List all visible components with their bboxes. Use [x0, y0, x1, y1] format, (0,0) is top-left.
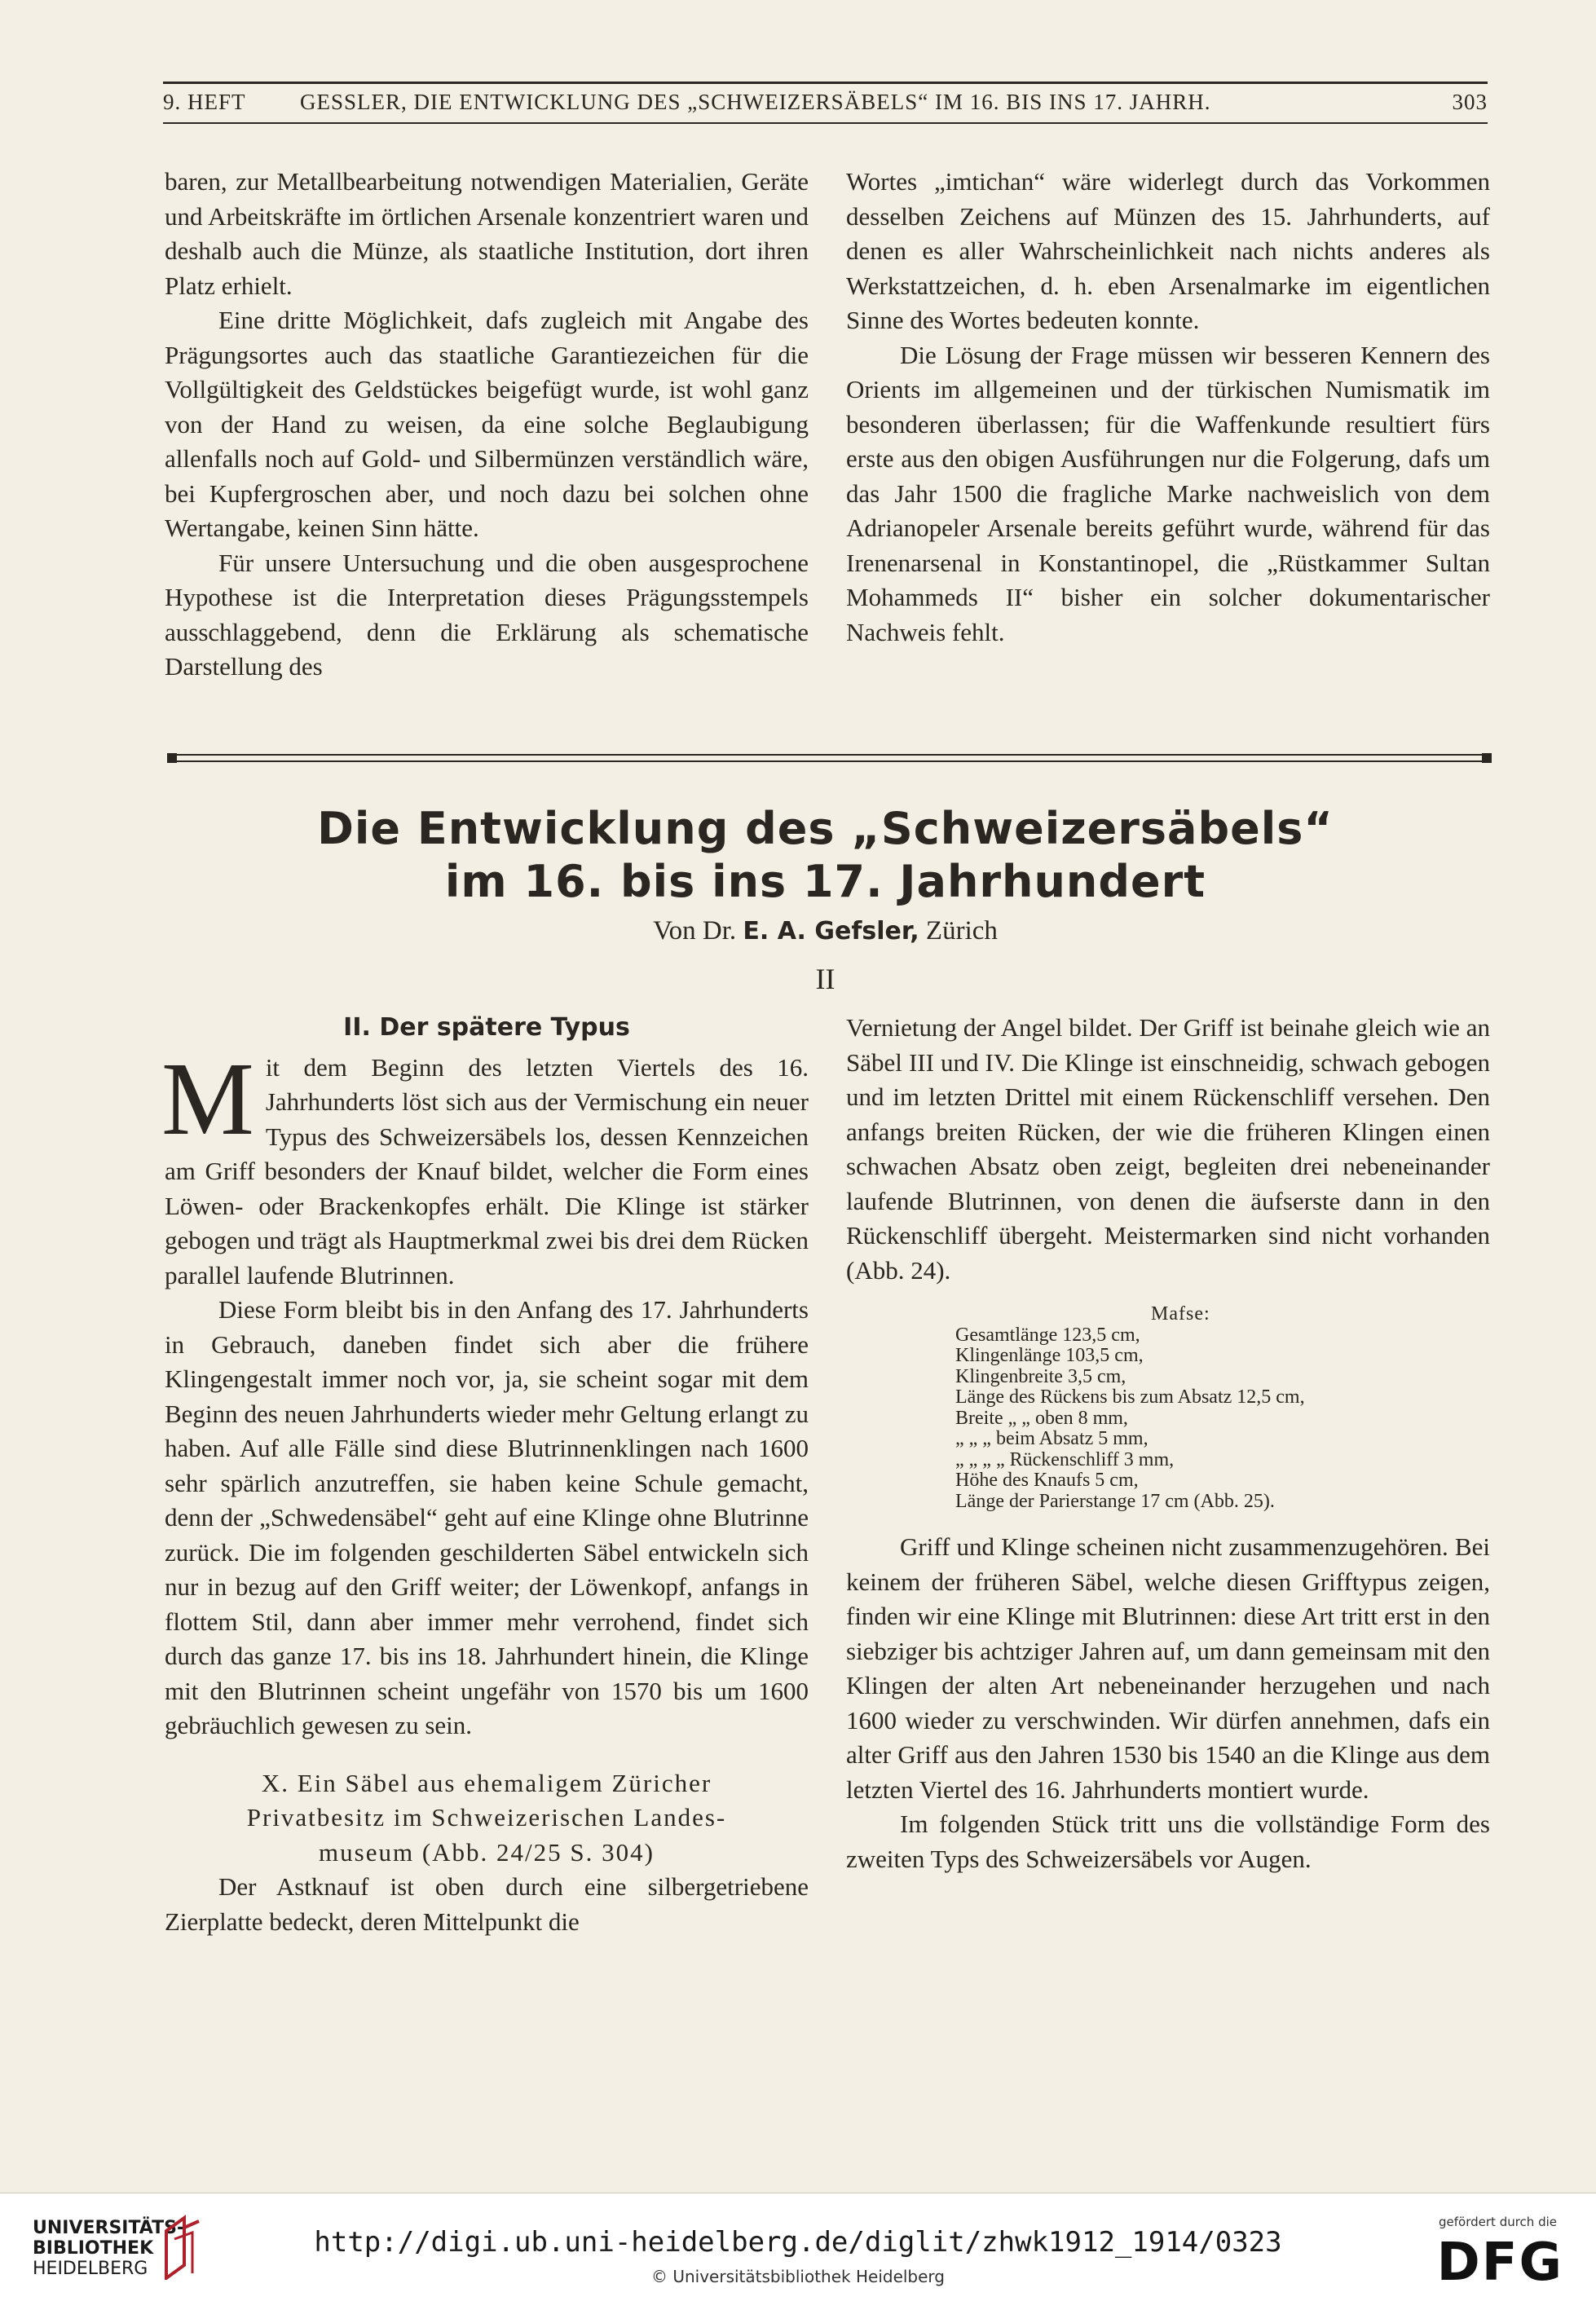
funding-note: gefördert durch die	[1439, 2215, 1557, 2229]
measurements-heading: Mafse:	[1151, 1303, 1210, 1325]
author-name: E. A. Gefsler,	[743, 917, 919, 946]
measurements-table	[846, 1304, 1490, 1512]
running-head-rule	[163, 122, 1488, 124]
issue-label: 9. HEFT	[163, 90, 246, 114]
part-number: II	[815, 963, 835, 995]
byline	[163, 916, 1488, 946]
article-title-line2: im 16. bis ins 17. Jahrhundert	[444, 856, 1206, 907]
measurement-row: Höhe des Knaufs 5 cm,	[955, 1470, 1139, 1491]
copyright-notice: © Universitätsbibliothek Heidelberg	[650, 2267, 945, 2286]
running-head	[163, 82, 1488, 130]
running-head-rule	[163, 82, 1488, 84]
paragraph: Wortes „imtichan“ wäre widerlegt durch das Vorkommen desselben Zeichens auf Münzen des 15. Jahrhunderts, auf denen es aller Wahrscheinlichkeit nach nichts anderes als Werkstattzeichen, d. h. eben Arsenalmarke im eigentlichen Sinne des Wortes bedeuten konnte.	[846, 167, 1490, 334]
running-title: GESSLER, DIE ENTWICKLUNG DES „SCHWEIZERSÄBELS“ IM 16. BIS INS 17. JAHRH.	[300, 90, 1211, 114]
top-left-column	[165, 165, 809, 685]
dfg-logo[interactable]: DFG	[1436, 2233, 1563, 2293]
byline-prefix: Von Dr.	[653, 916, 737, 946]
section-separator	[167, 752, 1492, 766]
paragraph: Für unsere Untersuchung und die oben ausgesprochene Hypothese ist die Interpretation dieses Prägungsstempels ausschlaggebend, denn die Erklärung als schematische Darstellung des	[165, 548, 809, 681]
measurement-row: Gesamtlänge 123,5 cm,	[955, 1324, 1140, 1346]
paragraph: Griff und Klinge scheinen nicht zusammenzugehören. Bei keinem der früheren Säbel, welche diesen Grifftypus zeigen, finden wir eine Klinge mit Blutrinnen: diese Art tritt erst in den siebziger bis achtziger Jahren auf, um dann gemeinsam mit den Klingen der alten Art nebeneinander herzugehen und nach 1600 wieder zu verschwinden. Wir dürfen annehmen, dafs ein alter Griff aus den Jahren 1530 bis 1540 an die Klinge aus dem letzten Viertel des 16. Jahrhunderts montiert wurde.	[846, 1532, 1490, 1804]
paragraph: Eine dritte Möglichkeit, dafs zugleich mit Angabe des Prägungsortes auch das staatliche Garantiezeichen für die Vollgültigkeit des Geldstückes beigefügt wurde, ist wohl ganz von der Hand zu weisen, da eine solche Beglaubigung allenfalls noch auf Gold- und Silbermünzen verständlich wäre, bei Kupfergroschen aber, und noch dazu bei solchen ohne Wertangabe, keinen Sinn hätte.	[165, 306, 809, 542]
section-heading: II. Der spätere Typus	[343, 1013, 630, 1042]
measurement-row: Länge des Rückens bis zum Absatz 12,5 cm,	[955, 1386, 1305, 1408]
item-caption: X. Ein Säbel aus ehemaligem Züricher Privatbesitz im Schweizerischen Landes- museum (Abb. 24/25 S. 304)	[246, 1768, 727, 1867]
paragraph: baren, zur Metallbearbeitung notwendigen Materialien, Geräte und Arbeitskräfte im örtlichen Arsenale konzentriert waren und deshalb auch die Münze, als staatliche Institution, dort ihren Platz erhielt.	[165, 167, 809, 300]
measurement-row: Klingenbreite 3,5 cm,	[955, 1365, 1126, 1387]
paragraph: Vernietung der Angel bildet. Der Griff ist beinahe gleich wie an Säbel III und IV. Die Klinge ist einschneidig, schwach gebogen und im letzten Drittel mit einem Rückenschliff versehen. Den anfangs breiten Rücken, der wie die früheren Klingen einen schwachen Absatz oben zeigt, begleiten drei nebeneinander laufende Blutrinnen, von denen die äufserste dann in den Rückenschliff übergeht. Meistermarken sind nicht vorhanden (Abb. 24).	[846, 1013, 1490, 1285]
measurement-row: Breite „ „ oben 8 mm,	[955, 1407, 1128, 1429]
measurement-row: Länge der Parierstange 17 cm (Abb. 25).	[955, 1490, 1275, 1512]
paragraph: Im folgenden Stück tritt uns die vollständige Form des zweiten Typs des Schweizersäbels vor Augen.	[846, 1810, 1490, 1873]
paragraph: Mit dem Beginn des letzten Viertels des 16. Jahrhunderts löst sich aus der Vermischung ein neuer Typus des Schweizersäbels los, dessen Kennzeichen am Griff besonders der Knauf bildet, welcher die Form eines Löwen- oder Brackenkopfes erhält. Die Klinge ist stärker gebogen und trägt als Hauptmerkmal zwei bis drei dem Rücken parallel laufende Blutrinnen.	[161, 1040, 809, 1289]
measurement-row: „ „ „ beim Absatz 5 mm,	[955, 1428, 1149, 1449]
measurement-row: Klingenlänge 103,5 cm,	[955, 1345, 1144, 1366]
measurement-row: „ „ „ „ Rückenschliff 3 mm,	[955, 1448, 1175, 1470]
paragraph: Der Astknauf ist oben durch eine silbergetriebene Zierplatte bedeckt, deren Mittelpunkt die	[165, 1872, 809, 1936]
article-title-line1: Die Entwicklung des „Schweizersäbels“	[317, 803, 1334, 854]
article-right-column	[846, 1011, 1490, 1876]
page-number: 303	[1452, 90, 1488, 114]
library-logo[interactable]: UNIVERSITÄTS- BIBLIOTHEK HEIDELBERG	[33, 2218, 185, 2279]
permalink-url[interactable]: http://digi.ub.uni-heidelberg.de/diglit/zhwk1912_1914/0323	[314, 2226, 1282, 2259]
drop-cap: M	[161, 1040, 254, 1157]
article-left-column	[161, 1011, 809, 1939]
paragraph: Die Lösung der Frage müssen wir besseren Kennern des Orients im allgemeinen und der türkischen Numismatik im besonderen überlassen; für die Waffenkunde resultiert fürs erste aus den obigen Ausführungen nur die Folgerung, dafs um das Jahr 1500 die fragliche Marke nachweislich von dem Adrianopeler Arsenale bereits geführt wurde, während für das Irenenarsenal in Konstantinopel, die „Rüstkammer Sultan Mohammeds II“ bisher ein solcher dokumentarischer Nachweis fehlt.	[846, 340, 1490, 646]
top-right-column	[846, 165, 1490, 650]
viewer-footer	[0, 2193, 1596, 2301]
paragraph: Diese Form bleibt bis in den Anfang des 17. Jahrhunderts in Gebrauch, daneben findet sich aber die frühere Klingengestalt immer noch vor, ja, sie scheint sogar mit dem Beginn des neuen Jahrhunderts wieder mehr Geltung erlangt zu haben. Auf alle Fälle sind diese Blutrinnenklingen nach 1600 sehr spärlich anzutreffen, sie haben keine Schule gemacht, denn der „Schwedensäbel“ geht auf eine Klinge ohne Blutrinne zurück. Die im folgenden geschilderten Säbel entwickeln sich nur in bezug auf den Griff weiter; der Löwenkopf, anfangs in flottem Stil, dann aber immer mehr verrohend, findet sich durch das ganze 17. bis ins 18. Jahrhundert hinein, die Klinge mit den Blutrinnen scheint ungefähr von 1570 bis um 1600 gebräuchlich gewesen zu sein.	[165, 1295, 809, 1739]
byline-place: Zürich	[925, 916, 998, 946]
